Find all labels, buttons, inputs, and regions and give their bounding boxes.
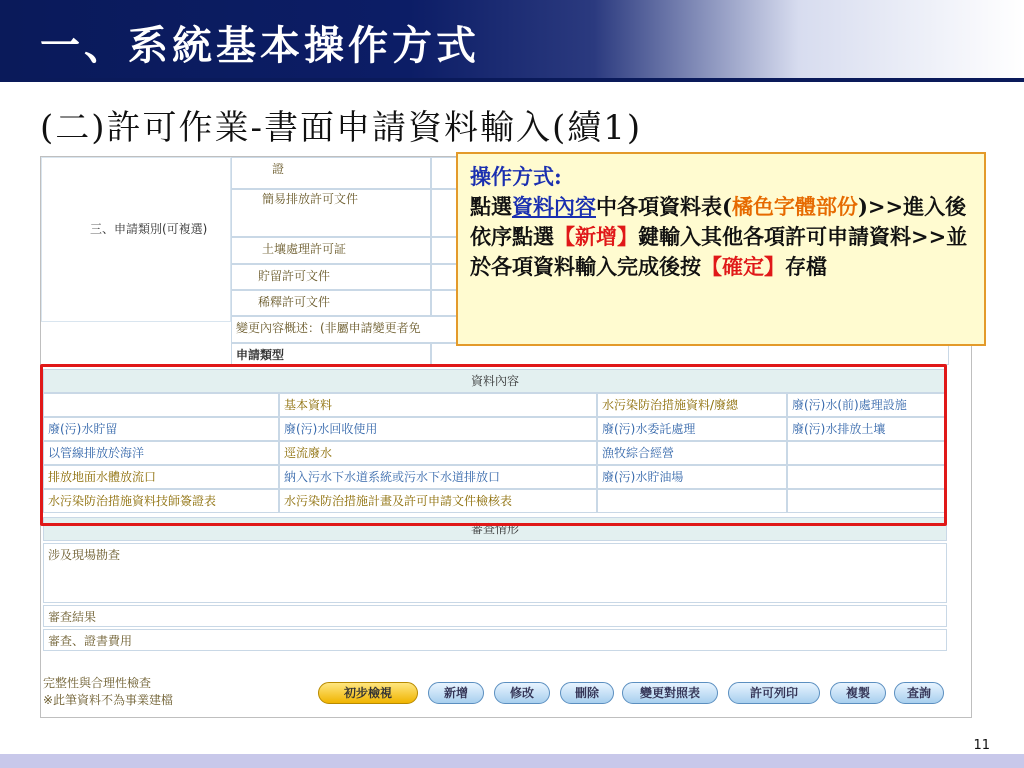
change-summary-row (231, 316, 461, 343)
change-compare-button[interactable]: 變更對照表 (622, 682, 718, 704)
surface-water-outfall-link[interactable]: 排放地面水體放流口 (48, 470, 157, 484)
callout-middle: 中各項資料表( (596, 194, 732, 219)
oil-storage-link[interactable]: 廢(污)水貯油場 (602, 470, 684, 484)
data-content-header-label: 資料內容 (470, 374, 519, 388)
checklist-link[interactable]: 水污染防治措施計畫及許可申請文件檢核表 (284, 494, 513, 508)
apply-type-value (431, 343, 949, 365)
sewer-system-link[interactable]: 納入污水下水道系統或污水下水道排放口 (284, 470, 501, 484)
basic-data-link[interactable]: 基本資料 (284, 398, 333, 412)
footer-bar (0, 754, 1024, 768)
pretreatment-facility-link[interactable]: 廢(污)水(前)處理設施 (792, 398, 907, 412)
page-subtitle: (二)許可作業-書面申請資料輸入(續1) (40, 108, 643, 148)
upper-row-1[interactable] (231, 157, 431, 189)
upper-row-3-label: 土壤處理許可証 (262, 242, 347, 256)
callout-data-content: 資料內容 (512, 194, 596, 219)
site-inspection-row (43, 543, 947, 603)
callout-confirm-key: 【確定】 (701, 254, 785, 279)
wastewater-outsourcing-link[interactable]: 廢(污)水委託處理 (602, 422, 696, 436)
review-result-row (43, 605, 947, 627)
query-button[interactable]: 查詢 (894, 682, 944, 704)
pollution-measures-link[interactable]: 水污染防治措施資料/廢總 (602, 398, 739, 412)
note-label: ※此筆資料不為事業建檔 (43, 693, 174, 707)
callout-add-key: 【新增】 (554, 224, 638, 249)
upper-row-1-label: 證 (272, 162, 285, 176)
callout-end: 存檔 (785, 254, 827, 279)
data-content-highlight (40, 364, 947, 526)
completeness-label: 完整性與合理性檢查 (43, 676, 152, 690)
review-result-label: 審查結果 (48, 610, 97, 624)
callout-orange-text: 橘色字體部份 (731, 194, 858, 219)
copy-button[interactable]: 複製 (830, 682, 886, 704)
upper-row-5-label: 稀釋許可文件 (258, 295, 331, 309)
callout-prefix: 點選 (470, 194, 512, 219)
permit-print-button[interactable]: 許可列印 (728, 682, 820, 704)
footer-notes (43, 675, 173, 709)
page-number: 11 (973, 738, 990, 753)
page-title: 一、系統基本操作方式 (40, 22, 480, 69)
category-label: 三、申請類別(可複選) (90, 222, 208, 236)
upper-row-4[interactable] (231, 264, 431, 290)
callout-body (470, 192, 972, 282)
fishery-livestock-link[interactable]: 漁牧綜合經營 (602, 446, 675, 460)
engineer-certification-link[interactable]: 水污染防治措施資料技師簽證表 (48, 494, 217, 508)
wastewater-storage-link[interactable]: 廢(污)水貯留 (48, 422, 118, 436)
change-summary-label: 變更內容概述：(非屬申請變更者免 (236, 321, 421, 335)
callout-after-add: 鍵輸入其他各項許可申請資料>>並於各項資料輸入完成後按 (470, 224, 968, 279)
category-cell (41, 157, 231, 322)
soil-discharge-link[interactable]: 廢(污)水排放土壤 (792, 422, 886, 436)
runoff-wastewater-link[interactable]: 逕流廢水 (284, 446, 333, 460)
callout-title: 操作方式: (470, 164, 562, 189)
title-underline (0, 78, 1024, 82)
upper-row-2[interactable] (231, 189, 431, 237)
apply-type-row (231, 343, 431, 365)
initial-check-button[interactable]: 初步檢視 (318, 682, 418, 704)
upper-row-3[interactable] (231, 237, 431, 264)
review-header-label: 審查情形 (470, 522, 519, 536)
site-inspection-label: 涉及現場勘查 (48, 548, 121, 562)
review-fee-row (43, 629, 947, 651)
callout-after-orange: )>>進入後依序點選 (470, 194, 967, 249)
upper-row-5[interactable] (231, 290, 431, 316)
review-fee-label: 審查、證書費用 (48, 634, 133, 648)
instruction-callout (456, 152, 986, 346)
upper-row-4-label: 貯留許可文件 (258, 269, 331, 283)
modify-button[interactable]: 修改 (494, 682, 550, 704)
apply-type-label: 申請類型 (236, 348, 285, 362)
wastewater-reuse-link[interactable]: 廢(污)水回收使用 (284, 422, 378, 436)
upper-row-2-label: 簡易排放許可文件 (262, 192, 359, 206)
delete-button[interactable]: 刪除 (560, 682, 614, 704)
add-button[interactable]: 新增 (428, 682, 484, 704)
ocean-pipeline-link[interactable]: 以管線排放於海洋 (48, 446, 145, 460)
